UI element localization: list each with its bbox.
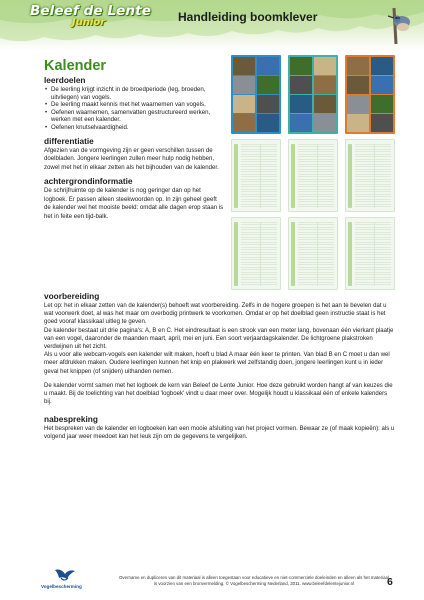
vogelbescherming-logo-text: Vogelbescherming [41, 584, 82, 589]
bird-tile [314, 57, 336, 75]
calendar-sheet-thumbnail [231, 139, 281, 212]
voorbereiding-paragraph: Let op: het in elkaar zetten van de kalender(s) behoeft wat voorbereiding. Zelfs in de hogere groepen is het aan te bevelen dat u wat voorwerk doet, al was het maar om overbodig printwerk te voorkomen. Omdat er op het doelblad geen instructie staat is het goed vooraf klassikaal uitleg te geven. [44, 303, 387, 326]
calendar-sheet-thumbnail [288, 139, 338, 212]
voorbereiding-heading: voorbereiding [44, 291, 100, 301]
differentiatie-heading: differentiatie [44, 135, 94, 146]
list-item: • Oefenen waarnemen, samenvatten gestructureerd werken, werken met een kalender. [44, 109, 224, 124]
voorbereiding-paragraph: De kalender bestaat uit drie pagina's: A, B en C. Het eindresultaat is een strook van een meter lang, bovenaan één vierkant plaatje van een vogel, daaronder de maanden maart, april, mei en juni. Een soort verjaardagskalender. De lichtgroene plakstroken verdwijnen uit het zicht. [44, 327, 394, 351]
list-item: • Oefenen knutselvaardigheid. [44, 124, 224, 132]
bird-photo-icon [372, 4, 422, 48]
bird-tile [347, 114, 369, 132]
leerdoelen-heading: leerdoelen [44, 75, 86, 85]
bird-tile [290, 57, 312, 75]
bird-tile [290, 95, 312, 113]
logo-sub-text: Junior [72, 17, 106, 28]
page-title: Kalender [44, 58, 107, 74]
document-title: Handleiding boomklever [178, 10, 318, 24]
calendar-sheet-thumbnail [345, 217, 395, 290]
bird-tile [371, 76, 393, 94]
nabespreking-heading: nabespreking [44, 413, 98, 424]
bird-tile [257, 76, 279, 94]
voorbereiding-paragraph: Als u voor alle webcam-vogels een kalender wilt maken, hoeft u blad A maar één keer te printen. Van blad B en C moet u dan wel meer afdrukken maken. Oudere leerlingen kunnen het knip en plakwerk wel zelfstandig doen, jongere leerlingen kunt u in ieder geval het knippen (of snijden) uithanden nemen. [44, 352, 390, 375]
bird-tile [347, 57, 369, 75]
bird-tile [290, 114, 312, 132]
calendar-sheet-thumbnail [288, 217, 338, 290]
calendar-sheet-thumbnail [231, 217, 281, 290]
cover-thumbnail-a [231, 55, 281, 134]
voorbereiding-paragraph: De kalender vormt samen met het logboek de kern van Beleef de Lente Junior. Hoe deze gebruikt worden hangt af van keuzes die u maakt. Bij de toelichting van het doelblad 'logboek' vindt u daar meer over. Mogelijk houdt u klassikaal één of enkele kalenders bij. [44, 382, 393, 406]
achtergrond-heading: achtergrondinformatie [44, 176, 133, 187]
leerdoelen-list [44, 86, 224, 132]
calendar-sheet-thumbnail [345, 139, 395, 212]
logo [30, 3, 151, 28]
nabespreking-text: Het bespreken van de kalender en logboeken kan een mooie afsluiting van het project vormen. Bewaar ze (of maak kopieën): als u volgend jaar weer meedoet kan het leuk zijn om de gegevens te vergelijken. [44, 425, 395, 441]
left-column [44, 76, 224, 221]
bird-tile [233, 76, 255, 94]
bird-tile [371, 57, 393, 75]
copyright-note: Overname en dupliceren van dit materiaal is alleen toegestaan voor educatieve en niet-commerciële doeleinden en alleen als het materiaal is voorzien van een bronvermelding. © Vogelbescherming Nederland, 2011. www.beleefdelentejunior.nl [119, 575, 389, 586]
bird-tile [314, 95, 336, 113]
calendar-thumbnails [231, 55, 396, 293]
bird-tile [290, 76, 312, 94]
logo-main-text: Beleef de Lente [30, 3, 151, 19]
bird-tile [347, 76, 369, 94]
bird-tile [371, 95, 393, 113]
bird-tile [314, 76, 336, 94]
bird-tile [347, 95, 369, 113]
bird-tile [257, 57, 279, 75]
achtergrond-text: De schrijfruimte op de kalender is nog geringer dan op het logboek. Er passen alleen steekwoorden op. In zijn geheel geeft de kalender wel het mooiste beeld: omdat alle dagen erop staan is het in feite een tijd-balk. [44, 187, 224, 220]
page-header [0, 0, 424, 50]
list-item: • De leerling maakt kennis met het waarnemen van vogels. [44, 101, 224, 109]
bird-tile [257, 95, 279, 113]
differentiatie-text: Afgezien van de vormgeving zijn er geen verschillen tussen de doelbladen. Jongere leerlingen zullen meer hulp nodig hebben, zowel met het in elkaar zetten als het bijhouden van de kalender. [44, 146, 219, 171]
bird-tile [233, 57, 255, 75]
full-width-column [44, 292, 396, 441]
bird-tile [233, 114, 255, 132]
cover-thumbnail-c [345, 55, 395, 134]
bird-tile [233, 95, 255, 113]
bird-tile [257, 114, 279, 132]
bird-tile [371, 114, 393, 132]
bird-tile [314, 114, 336, 132]
list-item: • De leerling krijgt inzicht in de broedperiode (leg, broeden, uitvliegen) van vogels. [44, 86, 224, 101]
page-number: 6 [387, 576, 393, 588]
cover-thumbnail-b [288, 55, 338, 134]
